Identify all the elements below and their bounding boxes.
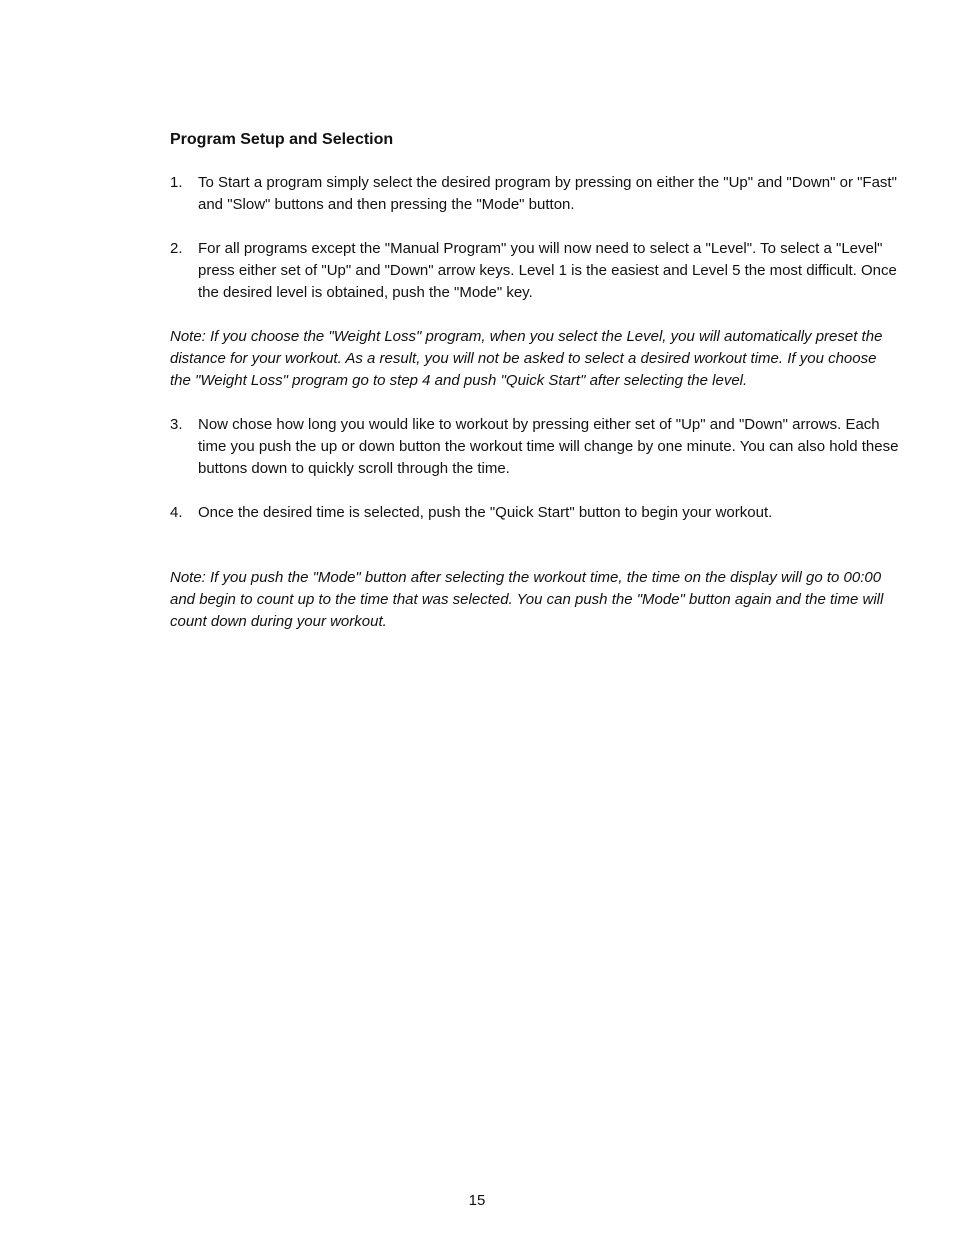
note-paragraph: Note: If you push the "Mode" button after selecting the workout time, the time on the display will go to 00:00 and begin to count up to the time that was selected. You can push the "Mode" button again and the time will count down during your workout. <box>170 569 884 630</box>
list-item-text: Once the desired time is selected, push the "Quick Start" button to begin your workout. <box>198 504 773 521</box>
list-item-text: To Start a program simply select the desired program by pressing on either the "Up" and "Down" or "Fast" and "Slow" buttons and then pressing the "Mode" button. <box>198 174 897 213</box>
document-body <box>170 129 900 655</box>
list-item-number: 1. <box>170 174 183 191</box>
list-item-number: 3. <box>170 416 183 433</box>
list-item <box>170 238 900 304</box>
list-item <box>170 172 900 216</box>
list-item <box>170 502 900 524</box>
list-item-number: 2. <box>170 240 183 257</box>
list-item-text: For all programs except the "Manual Program" you will now need to select a "Level". To select a "Level" press either set of "Up" and "Down" arrow keys. Level 1 is the easiest and Level 5 the most difficult. Once the desired level is obtained, push the "Mode" key. <box>198 240 897 301</box>
list-item-number: 4. <box>170 504 183 521</box>
page-number: 15 <box>468 1192 486 1209</box>
note-paragraph: Note: If you choose the "Weight Loss" program, when you select the Level, you will automatically preset the distance for your workout. As a result, you will not be asked to select a desired workout time. If you choose the "Weight Loss" program go to step 4 and push "Quick Start" after selecting the level. <box>170 328 883 389</box>
list-item <box>170 414 900 480</box>
section-heading: Program Setup and Selection <box>170 131 394 148</box>
list-item-text: Now chose how long you would like to workout by pressing either set of "Up" and "Down" arrows. Each time you push the up or down button the workout time will change by one minute. You can also hold these buttons down to quickly scroll through the time. <box>198 416 899 477</box>
